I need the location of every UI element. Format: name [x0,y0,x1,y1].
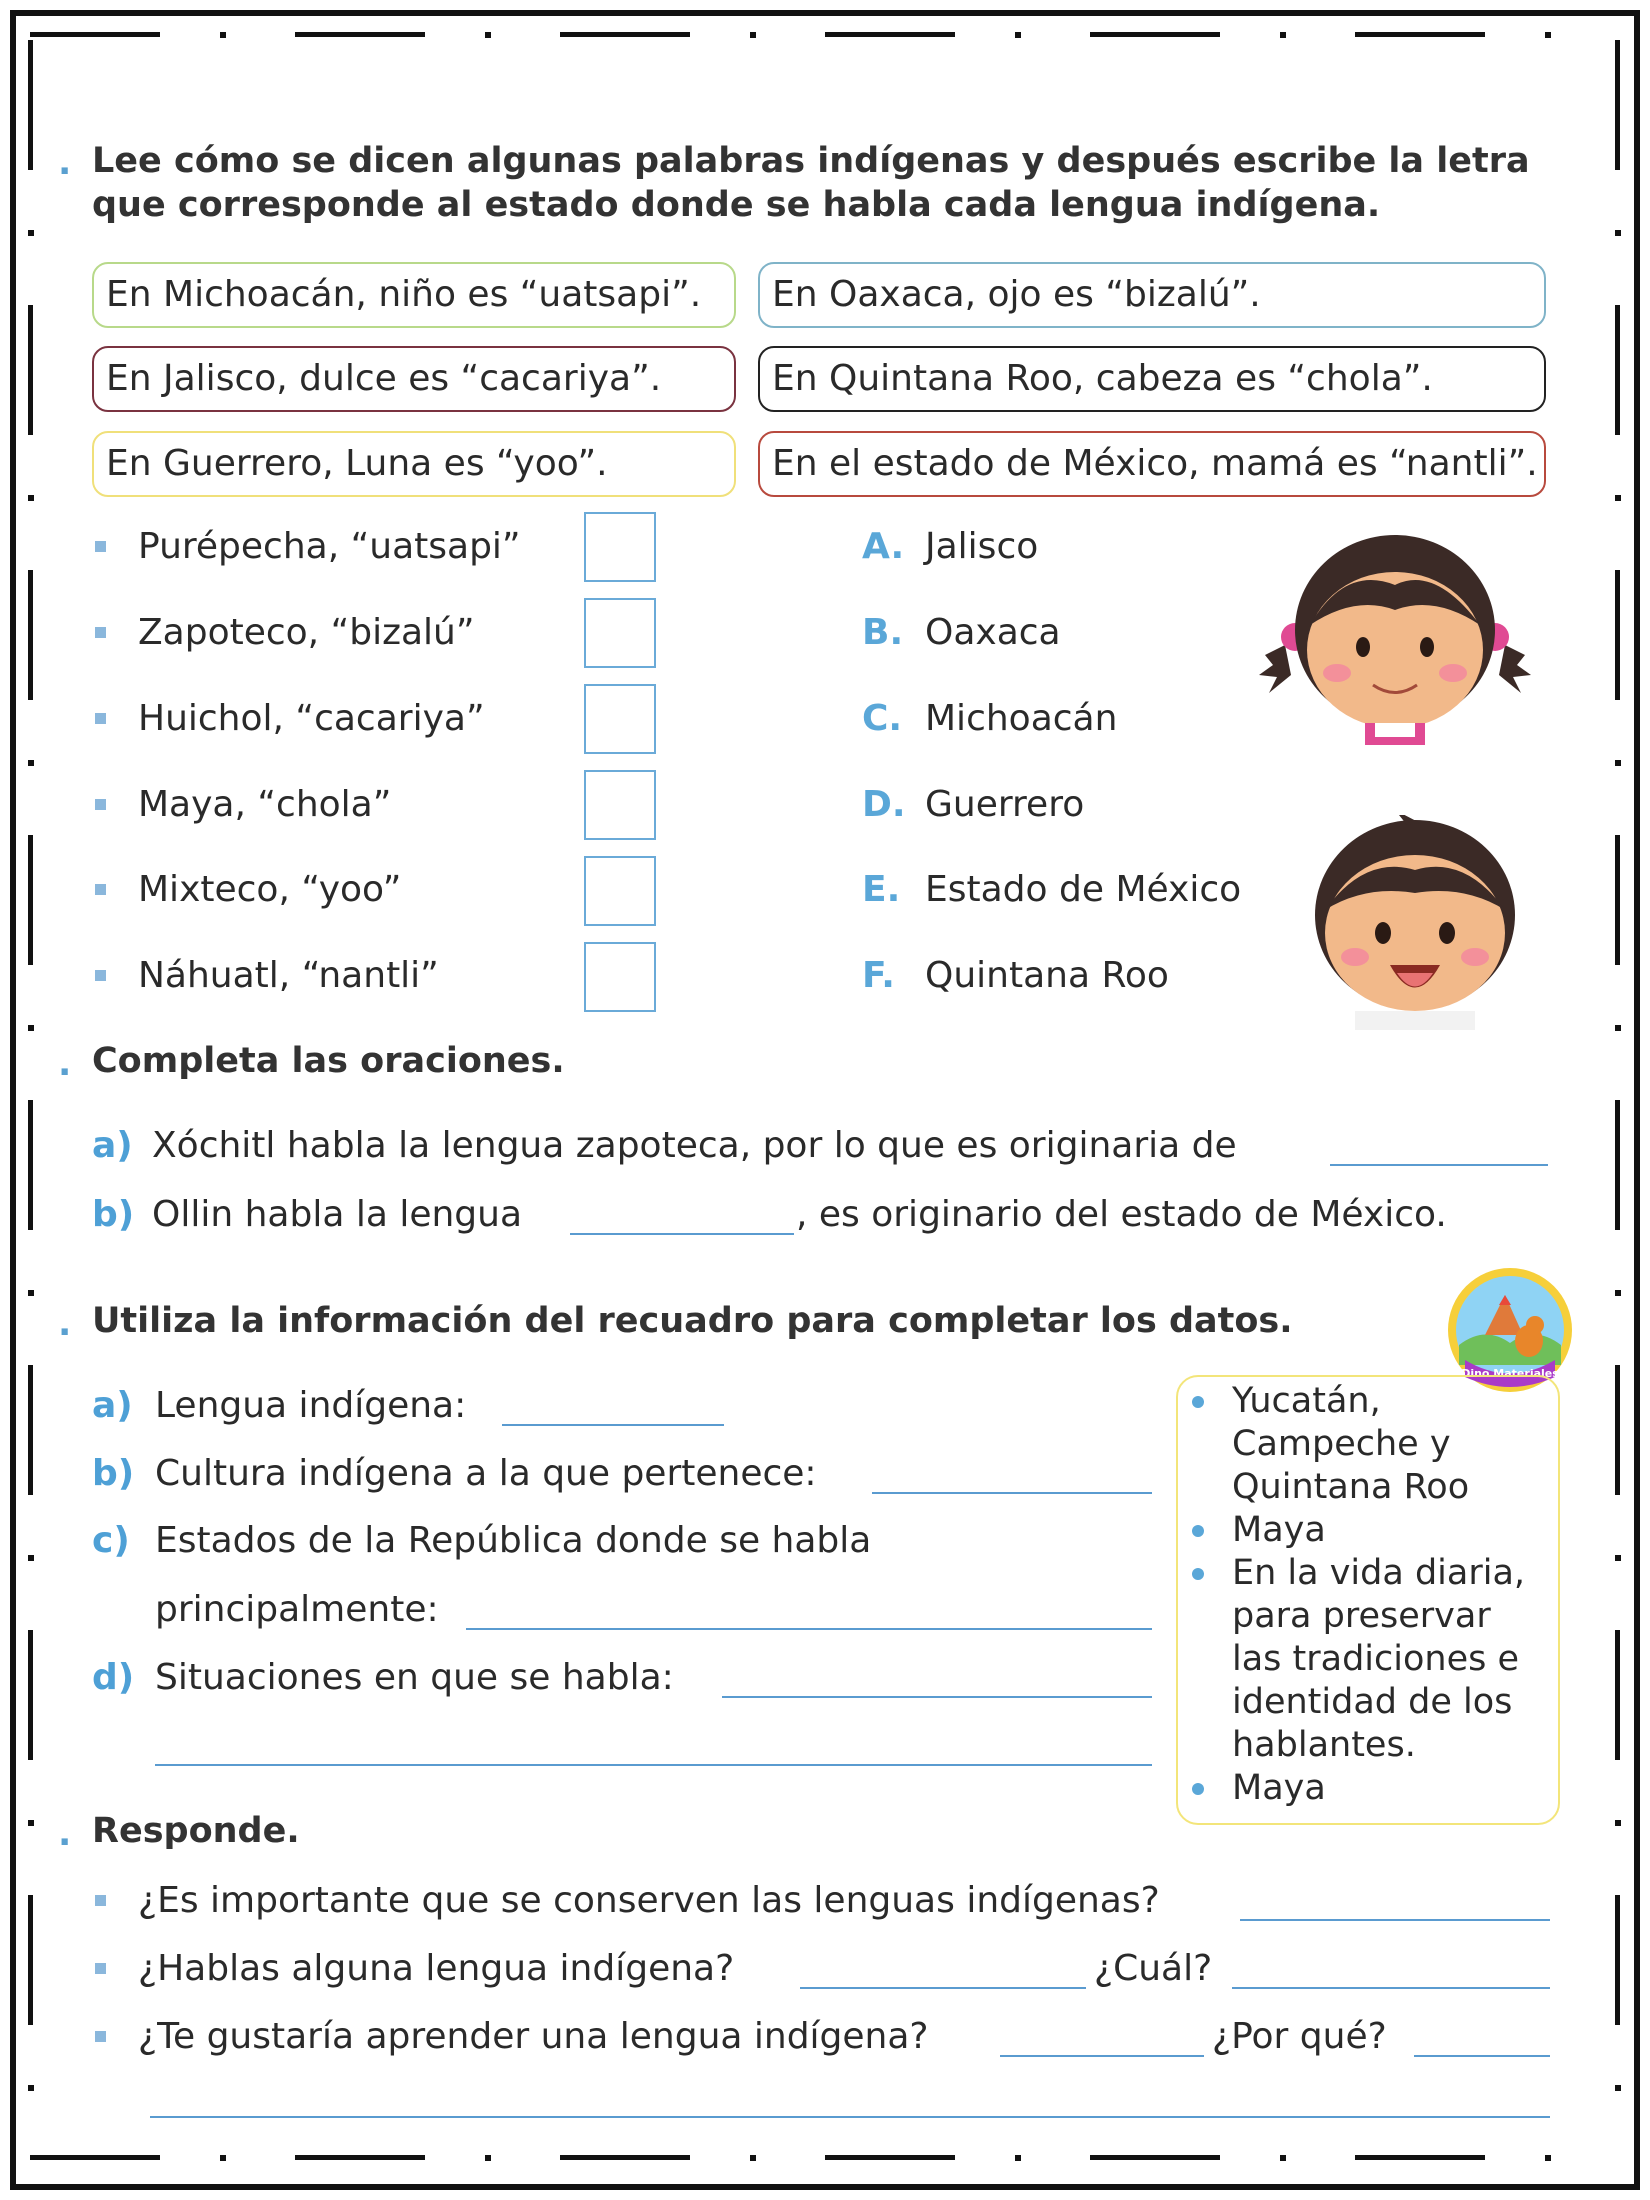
frame-dash [1615,835,1620,965]
section3-c-text-line1: Estados de la República donde se habla [155,1520,872,1561]
frame-dash [28,835,33,965]
section4-number-dot: . [58,1814,72,1854]
option-letter-a: A. [862,526,905,567]
frame-dash [28,40,33,170]
section1-instruction-line2: que corresponde al estado donde se habla cada lengua indígena. [92,185,1381,225]
section2-number-dot: . [58,1044,72,1084]
frame-dash [30,2155,160,2160]
frame-dash [28,1025,34,1031]
frame-dash [1090,2155,1220,2160]
frame-dash [1615,1555,1621,1561]
option-state-a: Jalisco [925,526,1039,567]
section3-number-dot: . [58,1304,72,1344]
info-bullet [1192,1396,1204,1408]
frame-dash [1280,32,1286,38]
boy-illustration [1295,815,1535,1030]
section2-b-answer-line[interactable] [570,1233,794,1235]
frame-dash [1615,1820,1621,1826]
language-item-huichol: Huichol, “cacariya” [138,698,485,739]
frame-dash [825,2155,955,2160]
answer-box-maya[interactable] [584,770,656,840]
language-item-maya: Maya, “chola” [138,784,392,825]
frame-dash [28,760,34,766]
frame-dash [825,32,955,37]
info-bullet [1192,1568,1204,1580]
info-item1-line2: Campeche y [1232,1424,1451,1464]
list-bullet [95,627,106,638]
option-state-c: Michoacán [925,698,1118,739]
frame-dash [1615,570,1620,700]
frame-dash [750,2155,756,2161]
section2-b-label: b) [92,1194,135,1235]
frame-dash [1355,2155,1485,2160]
page-frame [10,10,1640,2190]
frame-dash [28,1630,33,1760]
answer-box-zapoteco[interactable] [584,598,656,668]
section4-q3b-answer-line[interactable] [1414,2055,1550,2057]
answer-box-huichol[interactable] [584,684,656,754]
section4-q1: ¿Es importante que se conserven las lenguas indígenas? [138,1880,1160,1921]
frame-dash [1615,495,1621,501]
frame-dash [1615,760,1621,766]
frame-dash [1545,32,1551,38]
phrase-box-guerrero: En Guerrero, Luna es “yoo”. [92,431,736,497]
info-item3-line2: para preservar [1232,1596,1491,1636]
frame-dash [560,32,690,37]
option-state-b: Oaxaca [925,612,1061,653]
language-item-zapoteco: Zapoteco, “bizalú” [138,612,475,653]
frame-dash [1615,40,1620,170]
frame-dash [560,2155,690,2160]
phrase-box-michoacan: En Michoacán, niño es “uatsapi”. [92,262,736,328]
section1-instruction-line1: Lee cómo se dicen algunas palabras indígenas y después escribe la letra [92,141,1530,181]
option-letter-c: C. [862,698,903,739]
frame-dash [750,32,756,38]
info-item3-line3: las tradiciones e [1232,1639,1520,1679]
frame-dash [28,2085,34,2091]
frame-dash [1615,1630,1620,1760]
frame-dash [30,32,160,37]
section2-a-answer-line[interactable] [1330,1164,1548,1166]
phrase-box-estado-mexico: En el estado de México, mamá es “nantli”. [758,431,1546,497]
option-state-d: Guerrero [925,784,1085,825]
section2-instruction: Completa las oraciones. [92,1041,565,1081]
info-item1-line3: Quintana Roo [1232,1467,1470,1507]
list-bullet [95,799,106,810]
phrase-box-quintana-roo: En Quintana Roo, cabeza es “chola”. [758,346,1546,412]
language-item-purepecha: Purépecha, “uatsapi” [138,526,521,567]
section4-q2b: ¿Cuál? [1094,1948,1213,1989]
frame-dash [220,2155,226,2161]
frame-dash [28,495,34,501]
info-item2: Maya [1232,1510,1326,1550]
list-bullet [95,2031,106,2042]
frame-dash [220,32,226,38]
info-item3-line4: identidad de los [1232,1682,1513,1722]
section3-c-answer-line[interactable] [466,1628,1152,1630]
list-bullet [95,884,106,895]
frame-dash [28,570,33,700]
frame-dash [28,1365,33,1495]
section4-q2-answer-line[interactable] [800,1987,1086,1989]
section3-c-label: c) [92,1520,130,1561]
frame-dash [1015,32,1021,38]
section4-q3-answer-line[interactable] [1000,2055,1204,2057]
frame-dash [1615,2085,1621,2091]
frame-dash [1355,32,1485,37]
info-item4: Maya [1232,1768,1326,1808]
option-letter-b: B. [862,612,904,653]
option-letter-f: F. [862,955,895,996]
frame-dash [28,1100,33,1230]
frame-dash [28,305,33,435]
section2-a-text: Xóchitl habla la lengua zapoteca, por lo que es originaria de [152,1125,1237,1166]
phrase-box-oaxaca: En Oaxaca, ojo es “bizalú”. [758,262,1546,328]
section4-q3-extra-answer-line[interactable] [150,2116,1550,2118]
section3-a-label: a) [92,1385,133,1426]
section3-d-answer-line-2[interactable] [155,1764,1152,1766]
language-item-nahuatl: Náhuatl, “nantli” [138,955,439,996]
frame-dash [1615,305,1620,435]
section4-q3b: ¿Por qué? [1212,2016,1387,2057]
frame-dash [1615,1100,1620,1230]
option-state-f: Quintana Roo [925,955,1169,996]
frame-dash [1545,2155,1551,2161]
frame-dash [485,32,491,38]
section1-number-dot: . [58,143,72,183]
frame-dash [1090,32,1220,37]
girl-illustration [1255,525,1535,745]
section3-a-text: Lengua indígena: [155,1385,467,1426]
frame-dash [28,1290,34,1296]
section4-instruction: Responde. [92,1811,300,1851]
frame-dash [1615,1290,1621,1296]
logo-text: Dino Materiales [1461,1367,1559,1380]
info-item3-line1: En la vida diaria, [1232,1553,1526,1593]
section3-b-text: Cultura indígena a la que pertenece: [155,1453,817,1494]
frame-dash [1615,1365,1620,1495]
section3-b-label: b) [92,1453,135,1494]
frame-dash [28,230,34,236]
option-letter-e: E. [862,869,901,910]
frame-dash [1615,230,1621,236]
section2-a-label: a) [92,1125,133,1166]
language-item-mixteco: Mixteco, “yoo” [138,869,402,910]
frame-dash [1615,1025,1621,1031]
section4-q3: ¿Te gustaría aprender una lengua indígena? [138,2016,929,2057]
info-item1-line1: Yucatán, [1232,1381,1381,1421]
option-state-e: Estado de México [925,869,1242,910]
info-item3-line5: hablantes. [1232,1725,1416,1765]
section3-b-answer-line[interactable] [872,1492,1152,1494]
list-bullet [95,541,106,552]
answer-box-purepecha[interactable] [584,512,656,582]
list-bullet [95,1963,106,1974]
section2-b-text-after: , es originario del estado de México. [796,1194,1447,1235]
frame-dash [28,1555,34,1561]
section3-d-answer-line-1[interactable] [722,1696,1152,1698]
section4-q2: ¿Hablas alguna lengua indígena? [138,1948,735,1989]
frame-dash [28,1820,34,1826]
section3-d-label: d) [92,1657,135,1698]
answer-box-nahuatl[interactable] [584,942,656,1012]
frame-dash [1615,1895,1620,2025]
section4-q1-answer-line[interactable] [1240,1919,1550,1921]
section3-a-answer-line[interactable] [502,1424,724,1426]
answer-box-mixteco[interactable] [584,856,656,926]
frame-dash [295,32,425,37]
list-bullet [95,1895,106,1906]
frame-dash [485,2155,491,2161]
list-bullet [95,970,106,981]
section2-b-text-before: Ollin habla la lengua [152,1194,523,1235]
frame-dash [1280,2155,1286,2161]
frame-dash [28,1895,33,2025]
section4-q2b-answer-line[interactable] [1232,1987,1550,1989]
section3-c-text-line2: principalmente: [155,1589,439,1630]
phrase-box-jalisco: En Jalisco, dulce es “cacariya”. [92,346,736,412]
option-letter-d: D. [862,784,906,825]
section3-d-text: Situaciones en que se habla: [155,1657,674,1698]
info-bullet [1192,1783,1204,1795]
info-bullet [1192,1525,1204,1537]
frame-dash [1015,2155,1021,2161]
list-bullet [95,713,106,724]
section3-instruction: Utiliza la información del recuadro para completar los datos. [92,1301,1293,1341]
frame-dash [295,2155,425,2160]
